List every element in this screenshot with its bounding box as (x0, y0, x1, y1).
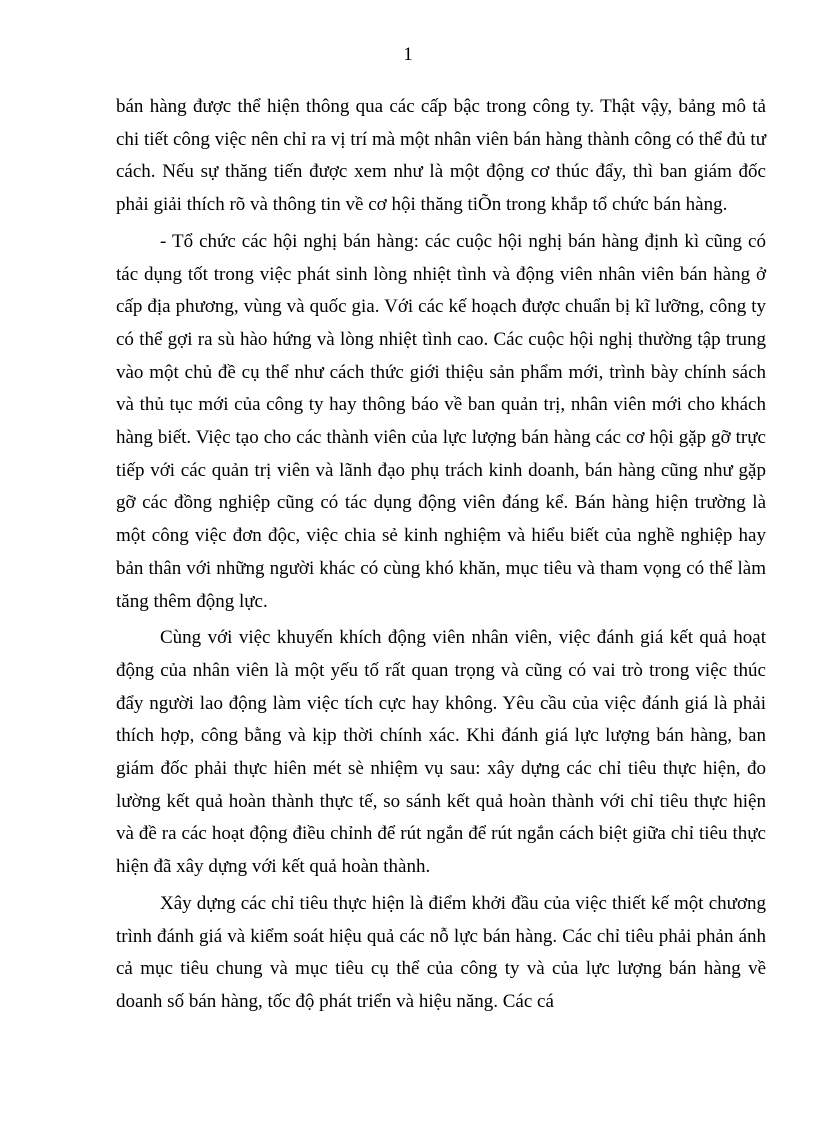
document-body (116, 91, 766, 1019)
paragraph-sales-conferences: - Tổ chức các hội nghị bán hàng: các cuộc hội nghị bán hàng định kì cũng có tác dụng tốt trong việc phát sinh lòng nhiệt tình và động viên nhân viên bán hàng ở cấp địa phương, vùng và quốc gia. Với các kế hoạch được chuẩn bị kĩ lưỡng, công ty có thể gợi ra sù hào hứng và lòng nhiệt tình cao. Các cuộc hội nghị thường tập trung vào một chủ đề cụ thể như cách thức giới thiệu sản phẩm mới, trình bày chính sách và thủ tục mới của công ty hay thông báo về ban quản trị, nhân viên mới cho khách hàng biết. Việc tạo cho các thành viên của lực lượng bán hàng các cơ hội gặp gỡ trực tiếp với các quản trị viên và lãnh đạo phụ trách kinh doanh, bán hàng cũng như gặp gỡ các đồng nghiệp cũng có tác dụng động viên đáng kể. Bán hàng hiện trường là một công việc đơn độc, việc chia sẻ kinh nghiệm và hiểu biết của nghề nghiệp hay bản thân với những người khác có cùng khó khăn, mục tiêu và tham vọng có thể làm tăng thêm động lực. (116, 230, 766, 612)
paragraph-performance-evaluation: Cùng với việc khuyến khích động viên nhân viên, việc đánh giá kết quả hoạt động của nhân viên là một yếu tố rất quan trọng và cũng có vai trò trong việc thúc đẩy người lao động làm việc tích cực hay không. Yêu cầu của việc đánh giá là phải thích hợp, công bằng và kịp thời chính xác. Khi đánh giá lực lượng bán hàng, ban giám đốc phải thực hiên mét sè nhiệm vụ sau: xây dựng các chỉ tiêu thực hiện, đo lường kết quả hoàn thành thực tế, so sánh kết quả hoàn thành với chỉ tiêu thực hiện và đề ra các hoạt động điều chỉnh để rút ngắn để rút ngắn cách biệt giữa chỉ tiêu thực hiện đã xây dựng với kết quả hoàn thành. (116, 627, 766, 878)
paragraph-performance-standards: Xây dựng các chỉ tiêu thực hiện là điểm khởi đầu của việc thiết kế một chương trình đánh giá và kiểm soát hiệu quả các nỗ lực bán hàng. Các chỉ tiêu phải phản ánh cả mục tiêu chung và mục tiêu cụ thể của công ty và của lực lượng bán hàng về doanh số bán hàng, tốc độ phát triển và hiệu năng. Các cá (116, 892, 766, 1012)
paragraph-promotion: bán hàng được thể hiện thông qua các cấp bậc trong công ty. Thật vậy, bảng mô tả chi tiết công việc nên chỉ ra vị trí mà một nhân viên bán hàng thành công có thể đủ tư cách. Nếu sự thăng tiến được xem như là một động cơ thúc đẩy, thì ban giám đốc phải giải thích rõ và thông tin về cơ hội thăng tiÕn trong khắp tổ chức bán hàng. (116, 96, 766, 216)
page-number: 1 (403, 44, 413, 65)
